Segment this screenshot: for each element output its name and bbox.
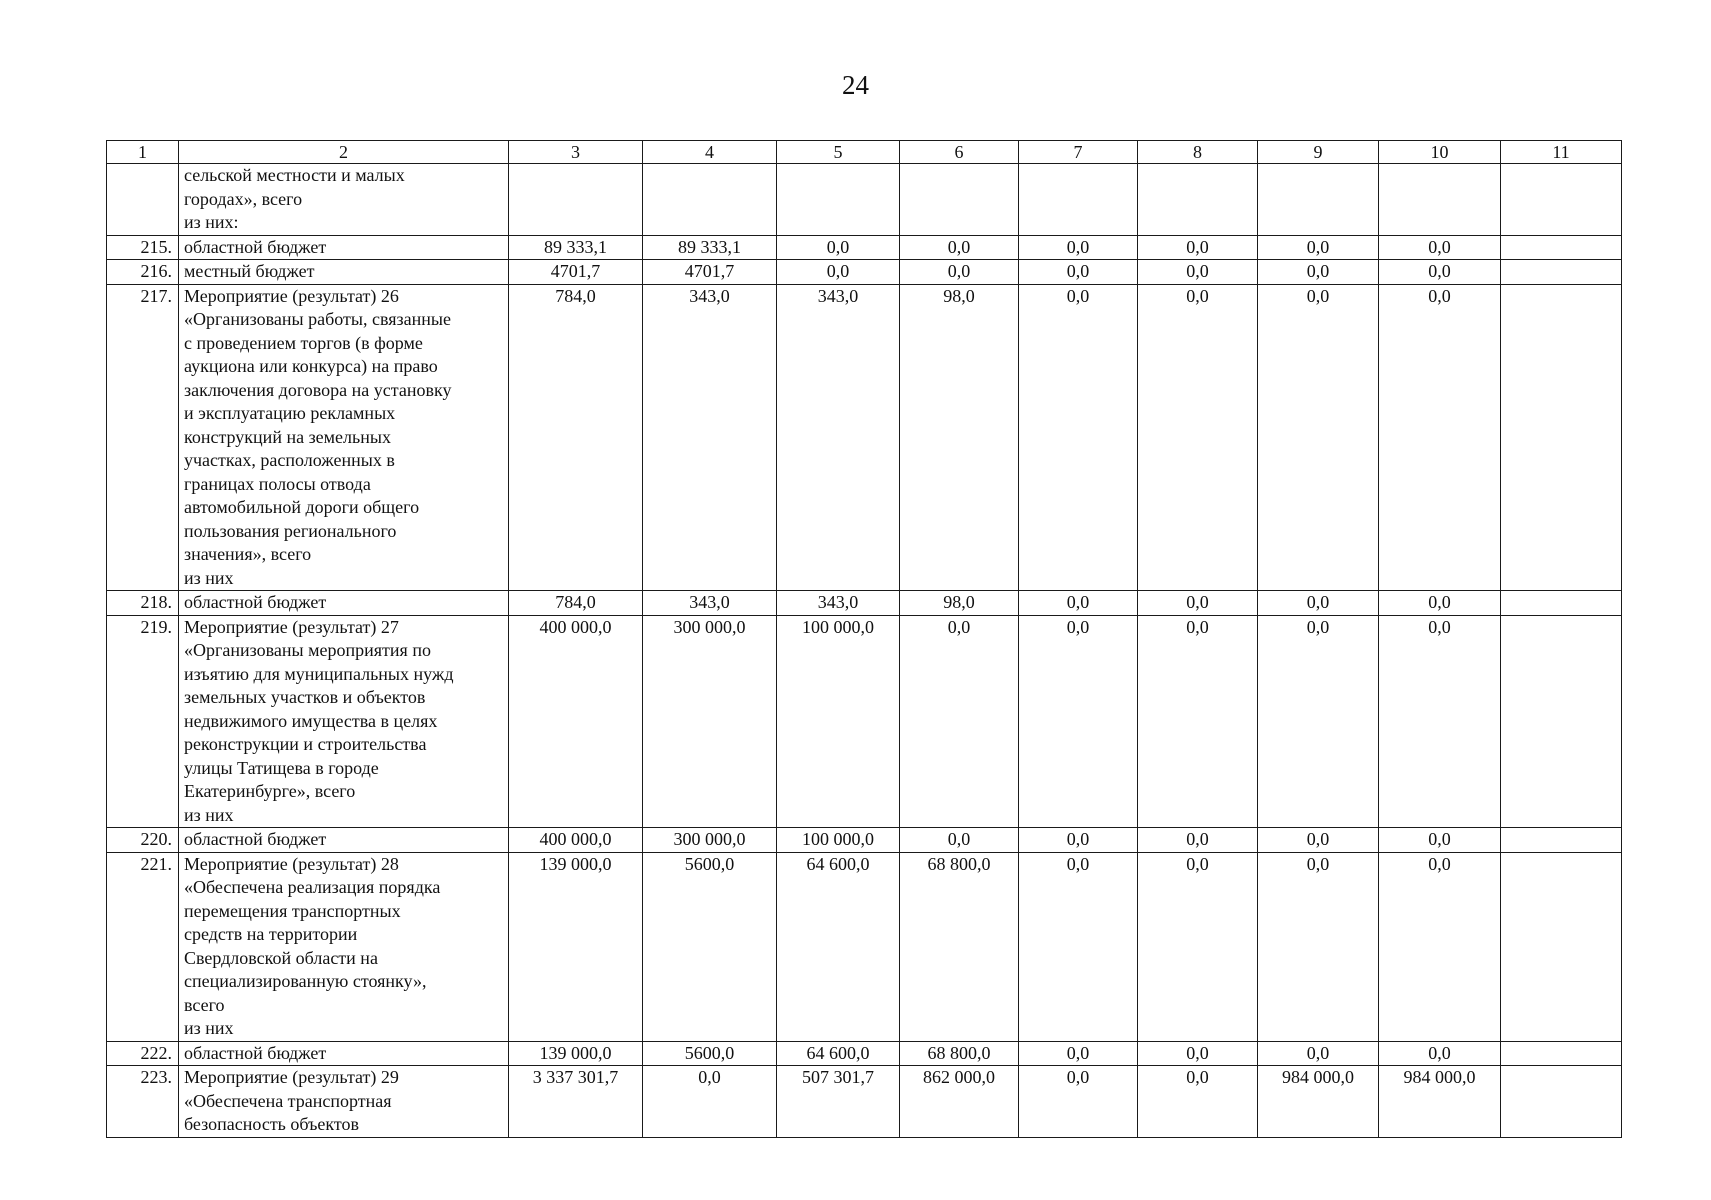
column-header: 6	[900, 141, 1019, 164]
value-cell-col-8: 0,0	[1138, 591, 1258, 616]
value-cell-col-9: 0,0	[1258, 284, 1379, 591]
value-cell-col-6: 862 000,0	[900, 1066, 1019, 1138]
table-row	[107, 1041, 1622, 1066]
column-header: 1	[107, 141, 179, 164]
value-cell-col-8	[1138, 164, 1258, 236]
row-name-line: областной бюджет	[184, 592, 327, 612]
table-row	[107, 164, 1622, 236]
row-name-line: из них:	[184, 212, 239, 232]
row-name-line: областной бюджет	[184, 829, 327, 849]
row-name-line: «Организованы работы, связанные	[184, 309, 451, 329]
value-cell-col-9: 0,0	[1258, 1041, 1379, 1066]
value-cell-col-11	[1501, 1041, 1622, 1066]
value-cell-col-3: 89 333,1	[509, 235, 643, 260]
value-cell-col-9	[1258, 164, 1379, 236]
row-name-line: Мероприятие (результат) 29	[184, 1067, 399, 1087]
value-cell-col-10: 0,0	[1379, 260, 1501, 285]
row-number: 217.	[107, 284, 179, 591]
value-cell-col-7	[1019, 164, 1138, 236]
row-name	[179, 1041, 509, 1066]
value-cell-col-4: 4701,7	[643, 260, 777, 285]
value-cell-col-10: 0,0	[1379, 828, 1501, 853]
value-cell-col-5: 0,0	[777, 235, 900, 260]
row-name-line: городах», всего	[184, 188, 303, 209]
row-number: 221.	[107, 852, 179, 1041]
row-name-line: земельных участков и объектов	[184, 687, 426, 707]
row-name-line: и эксплуатацию рекламных	[184, 403, 396, 423]
value-cell-col-6: 98,0	[900, 284, 1019, 591]
value-cell-col-6: 68 800,0	[900, 1041, 1019, 1066]
row-name-line: областной бюджет	[184, 236, 327, 257]
value-cell-col-7: 0,0	[1019, 260, 1138, 285]
row-name-line: областной бюджет	[184, 1042, 327, 1063]
value-cell-col-4: 5600,0	[643, 852, 777, 1041]
value-cell-col-11	[1501, 260, 1622, 285]
value-cell-col-4	[643, 164, 777, 236]
value-cell-col-9: 0,0	[1258, 591, 1379, 616]
column-header: 9	[1258, 141, 1379, 164]
value-cell-col-6: 0,0	[900, 235, 1019, 260]
value-cell-col-7: 0,0	[1019, 852, 1138, 1041]
table-row	[107, 235, 1622, 260]
value-cell-col-8: 0,0	[1138, 1041, 1258, 1066]
value-cell-col-4: 300 000,0	[643, 828, 777, 853]
header-row	[107, 141, 1622, 164]
value-cell-col-9: 0,0	[1258, 235, 1379, 260]
row-name-line: Мероприятие (результат) 26	[184, 285, 399, 306]
value-cell-col-7: 0,0	[1019, 284, 1138, 591]
row-name-line: значения», всего	[184, 544, 312, 564]
row-name-line: всего	[184, 994, 225, 1015]
value-cell-col-3: 139 000,0	[509, 1041, 643, 1066]
value-cell-col-11	[1501, 591, 1622, 616]
value-cell-col-11	[1501, 615, 1622, 828]
row-name-line: Екатеринбурге», всего	[184, 781, 356, 801]
value-cell-col-11	[1501, 1066, 1622, 1138]
column-header: 11	[1501, 141, 1622, 164]
row-name-line: средств на территории	[184, 924, 358, 944]
value-cell-col-8: 0,0	[1138, 260, 1258, 285]
row-name	[179, 1066, 509, 1138]
value-cell-col-8: 0,0	[1138, 828, 1258, 853]
column-header: 2	[179, 141, 509, 164]
value-cell-col-5: 343,0	[777, 591, 900, 616]
row-name-line: пользования регионального	[184, 520, 397, 541]
row-name-line: недвижимого имущества в целях	[184, 710, 438, 731]
value-cell-col-7: 0,0	[1019, 615, 1138, 828]
row-name-line: «Обеспечена реализация порядка	[184, 877, 441, 897]
row-number: 222.	[107, 1041, 179, 1066]
value-cell-col-9: 0,0	[1258, 260, 1379, 285]
value-cell-col-10: 0,0	[1379, 1041, 1501, 1066]
row-name-line: «Обеспечена транспортная	[184, 1090, 392, 1111]
value-cell-col-6	[900, 164, 1019, 236]
value-cell-col-10: 0,0	[1379, 235, 1501, 260]
row-name-line: из них	[184, 1018, 234, 1038]
row-name-line: Свердловской области на	[184, 947, 378, 968]
value-cell-col-4: 300 000,0	[643, 615, 777, 828]
value-cell-col-8: 0,0	[1138, 615, 1258, 828]
row-name	[179, 284, 509, 591]
value-cell-col-3: 400 000,0	[509, 828, 643, 853]
value-cell-col-6: 0,0	[900, 260, 1019, 285]
row-name	[179, 828, 509, 853]
table-body	[107, 164, 1622, 1138]
table-row	[107, 1066, 1622, 1138]
row-name	[179, 852, 509, 1041]
row-number: 220.	[107, 828, 179, 853]
value-cell-col-4: 343,0	[643, 284, 777, 591]
row-name-line: конструкций на земельных	[184, 426, 391, 447]
value-cell-col-10: 0,0	[1379, 615, 1501, 828]
column-header: 8	[1138, 141, 1258, 164]
value-cell-col-10: 0,0	[1379, 591, 1501, 616]
row-name-line: реконструкции и строительства	[184, 734, 427, 754]
row-name-line: изъятию для муниципальных нужд	[184, 663, 454, 684]
column-header: 10	[1379, 141, 1501, 164]
value-cell-col-11	[1501, 164, 1622, 236]
value-cell-col-5: 343,0	[777, 284, 900, 591]
value-cell-col-4: 5600,0	[643, 1041, 777, 1066]
row-number	[107, 164, 179, 236]
value-cell-col-11	[1501, 828, 1622, 853]
value-cell-col-7: 0,0	[1019, 1041, 1138, 1066]
budget-table	[106, 140, 1622, 1138]
row-name-line: местный бюджет	[184, 261, 315, 281]
value-cell-col-3: 784,0	[509, 591, 643, 616]
row-name	[179, 164, 509, 236]
row-name-line: границах полосы отвода	[184, 473, 371, 494]
value-cell-col-11	[1501, 852, 1622, 1041]
value-cell-col-3: 3 337 301,7	[509, 1066, 643, 1138]
value-cell-col-5: 100 000,0	[777, 615, 900, 828]
row-name-line: Мероприятие (результат) 28	[184, 853, 399, 874]
value-cell-col-3	[509, 164, 643, 236]
value-cell-col-6: 0,0	[900, 828, 1019, 853]
row-name	[179, 260, 509, 285]
row-name	[179, 615, 509, 828]
row-name	[179, 591, 509, 616]
row-name-line: сельской местности и малых	[184, 165, 405, 185]
table-row	[107, 260, 1622, 285]
row-number: 215.	[107, 235, 179, 260]
value-cell-col-7: 0,0	[1019, 591, 1138, 616]
row-name-line: заключения договора на установку	[184, 379, 452, 400]
value-cell-col-9: 0,0	[1258, 615, 1379, 828]
row-name-line: аукциона или конкурса) на право	[184, 356, 438, 376]
value-cell-col-7: 0,0	[1019, 235, 1138, 260]
table-row	[107, 852, 1622, 1041]
table-row	[107, 591, 1622, 616]
row-name	[179, 235, 509, 260]
row-number: 223.	[107, 1066, 179, 1138]
column-header: 7	[1019, 141, 1138, 164]
row-name-line: из них	[184, 567, 234, 588]
value-cell-col-4: 343,0	[643, 591, 777, 616]
value-cell-col-11	[1501, 284, 1622, 591]
value-cell-col-8: 0,0	[1138, 284, 1258, 591]
table-row	[107, 284, 1622, 591]
value-cell-col-8: 0,0	[1138, 235, 1258, 260]
value-cell-col-4: 89 333,1	[643, 235, 777, 260]
row-name-line: специализированную стоянку»,	[184, 971, 427, 991]
value-cell-col-7: 0,0	[1019, 1066, 1138, 1138]
value-cell-col-6: 68 800,0	[900, 852, 1019, 1041]
value-cell-col-10: 0,0	[1379, 852, 1501, 1041]
value-cell-col-10: 984 000,0	[1379, 1066, 1501, 1138]
value-cell-col-5: 0,0	[777, 260, 900, 285]
row-name-line: автомобильной дороги общего	[184, 497, 420, 517]
row-name-line: Мероприятие (результат) 27	[184, 616, 399, 637]
row-name-line: «Организованы мероприятия по	[184, 640, 431, 660]
row-name-line: с проведением торгов (в форме	[184, 332, 423, 353]
value-cell-col-5: 64 600,0	[777, 1041, 900, 1066]
value-cell-col-5	[777, 164, 900, 236]
value-cell-col-8: 0,0	[1138, 852, 1258, 1041]
value-cell-col-9: 984 000,0	[1258, 1066, 1379, 1138]
table-row	[107, 615, 1622, 828]
value-cell-col-4: 0,0	[643, 1066, 777, 1138]
value-cell-col-6: 98,0	[900, 591, 1019, 616]
value-cell-col-9: 0,0	[1258, 852, 1379, 1041]
table-row	[107, 828, 1622, 853]
value-cell-col-3: 784,0	[509, 284, 643, 591]
row-name-line: участках, расположенных в	[184, 450, 395, 470]
row-number: 216.	[107, 260, 179, 285]
value-cell-col-6: 0,0	[900, 615, 1019, 828]
row-name-line: улицы Татищева в городе	[184, 757, 379, 778]
value-cell-col-3: 139 000,0	[509, 852, 643, 1041]
value-cell-col-5: 507 301,7	[777, 1066, 900, 1138]
column-header: 4	[643, 141, 777, 164]
column-header: 5	[777, 141, 900, 164]
row-number: 219.	[107, 615, 179, 828]
row-name-line: перемещения транспортных	[184, 900, 401, 921]
column-header: 3	[509, 141, 643, 164]
value-cell-col-9: 0,0	[1258, 828, 1379, 853]
page-number: 24	[842, 70, 869, 100]
value-cell-col-10	[1379, 164, 1501, 236]
value-cell-col-7: 0,0	[1019, 828, 1138, 853]
value-cell-col-3: 400 000,0	[509, 615, 643, 828]
value-cell-col-10: 0,0	[1379, 284, 1501, 591]
value-cell-col-11	[1501, 235, 1622, 260]
value-cell-col-8: 0,0	[1138, 1066, 1258, 1138]
row-number: 218.	[107, 591, 179, 616]
row-name-line: безопасность объектов	[184, 1114, 360, 1134]
row-name-line: из них	[184, 804, 234, 825]
value-cell-col-5: 100 000,0	[777, 828, 900, 853]
value-cell-col-3: 4701,7	[509, 260, 643, 285]
value-cell-col-5: 64 600,0	[777, 852, 900, 1041]
